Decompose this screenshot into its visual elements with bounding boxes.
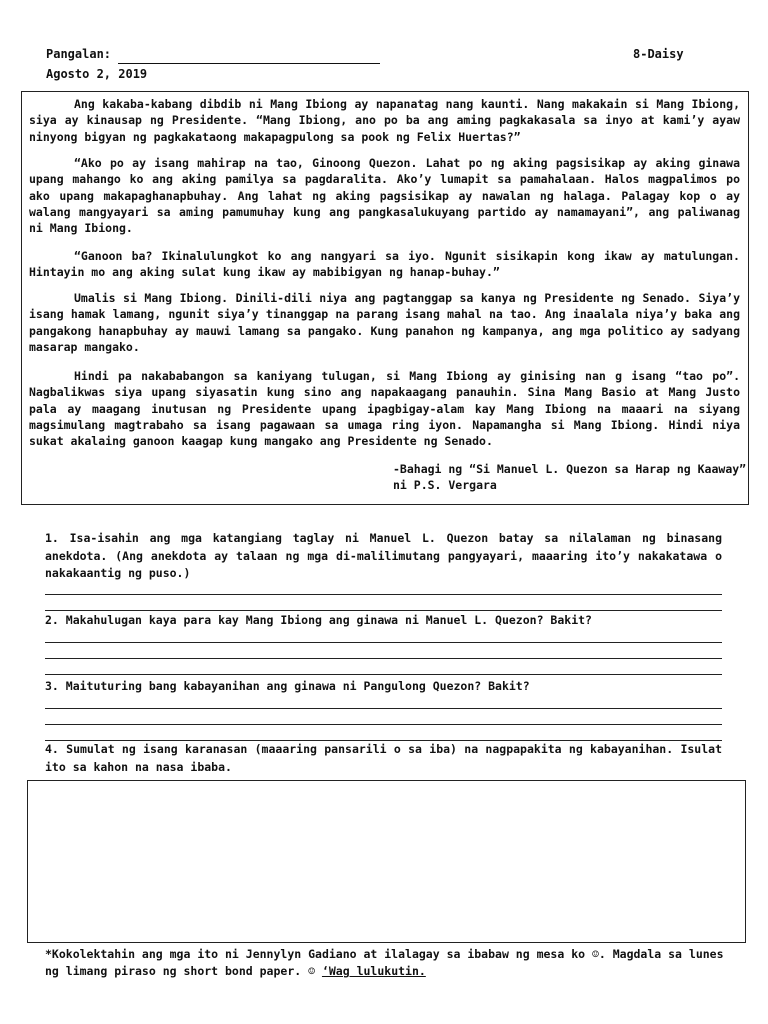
answer-box[interactable]: [27, 780, 746, 943]
attribution-author: ni P.S. Vergara: [393, 478, 497, 492]
footer-note-underlined: ‘Wag lulukutin.: [321, 964, 426, 978]
story-paragraph-2: “Ako po ay isang mahirap na tao, Ginoong Quezon. Lahat po ng aking pagsisikap ay aking ginawa upang mahango ko ang aking pamilya sa pagdaralita. Ako’y lumapit sa pamahalaan. Halos magpalimos po ako upang makapaghanapbuhay. Ang lahat ng aking pagsisikap ay nawalan ng halaga. Palagay kop o ay walang mangyayari sa aming pamumuhay kung ang pangkasalukuyang partido ay namamayani”, ang paliwanag ni Mang Ibiong.: [29, 156, 740, 236]
story-paragraph-3: “Ganoon ba? Ikinalulungkot ko ang nangyari sa iyo. Ngunit sisikapin kong ikaw ay matulungan. Hintayin mo ang aking sulat kung ikaw ay mabibigyan ng hanap-buhay.”: [29, 249, 740, 280]
question-4: 4. Sumulat ng isang karanasan (maaaring pansarili o sa iba) na nagpapakita ng kabayanihan. Isulat ito sa kahon na nasa ibaba.: [45, 742, 722, 774]
answer-line[interactable]: [45, 674, 722, 675]
footer-note: [45, 946, 735, 980]
question-3: 3. Maituturing bang kabayanihan ang ginawa ni Pangulong Quezon? Bakit?: [45, 679, 530, 693]
name-label: Pangalan:: [46, 47, 112, 61]
story-paragraph-4: Umalis si Mang Ibiong. Dinili-dili niya ang pagtanggap sa kanya ng Presidente ng Senado. Siya’y isang hamak lamang, ngunit siya’y tinanggap na parang isang mahal na tao. Ang inaalala niya’y baka ang pangakong hanapbuhay ay mauwi lamang sa pangako. Kung panahon ng kampanya, ang mga politico ay sadyang masarap mangako.: [29, 291, 740, 354]
answer-line[interactable]: [45, 594, 722, 595]
story-paragraph-1: Ang kakaba-kabang dibdib ni Mang Ibiong ay napanatag nang kaunti. Nang makakain si Mang Ibiong, siya ay kinausap ng Presidente. “Mang Ibiong, ano po ba ang aming pagkakasala sa inyo at kami’y ayaw ninyong bigyan ng pagkakataong makapagpulong sa pook ng Felix Huertas?”: [29, 97, 740, 144]
answer-line[interactable]: [45, 658, 722, 659]
answer-line[interactable]: [45, 708, 722, 709]
name-field-line[interactable]: [118, 63, 380, 64]
answer-line[interactable]: [45, 642, 722, 643]
question-1: 1. Isa-isahin ang mga katangiang taglay ni Manuel L. Quezon batay sa nilalaman ng binasang anekdota. (Ang anekdota ay talaan ng mga di-malilimutang pangyayari, maaaring ito’y nakakatawa o nakakaantig ng puso.): [45, 531, 722, 580]
question-2: 2. Makahulugan kaya para kay Mang Ibiong ang ginawa ni Manuel L. Quezon? Bakit?: [45, 613, 592, 627]
attribution-source: -Bahagi ng “Si Manuel L. Quezon sa Harap ng Kaaway”: [393, 462, 747, 476]
section-label: 8-Daisy: [633, 47, 684, 61]
answer-line[interactable]: [45, 610, 722, 611]
answer-line[interactable]: [45, 724, 722, 725]
story-paragraph-5: Hindi pa nakababangon sa kaniyang tulugan, si Mang Ibiong ay ginising nan g isang “tao po”. Nagbalikwas siya upang siyasatin kung sino ang napakaagang panauhin. Sina Mang Basio at Mang Justo pala ay maagang inutusan ng Presidente upang ipagbigay-alam kay Mang Ibiong na maaari na siyang magsimulang magtrabaho sa isang pagawaan sa umaga ring iyon. Napamangha si Mang Ibiong. Hindi niya sukat akalaing ganoon kaagap kung mangako ang Presidente ng Senado.: [29, 369, 740, 449]
date-label: Agosto 2, 2019: [46, 67, 148, 81]
footer-note-text: *Kokolektahin ang mga ito ni Jennylyn Gadiano at ilalagay sa ibabaw ng mesa ko ☺. Magdala sa lunes ng limang piraso ng short bond paper. ☺: [45, 947, 724, 978]
